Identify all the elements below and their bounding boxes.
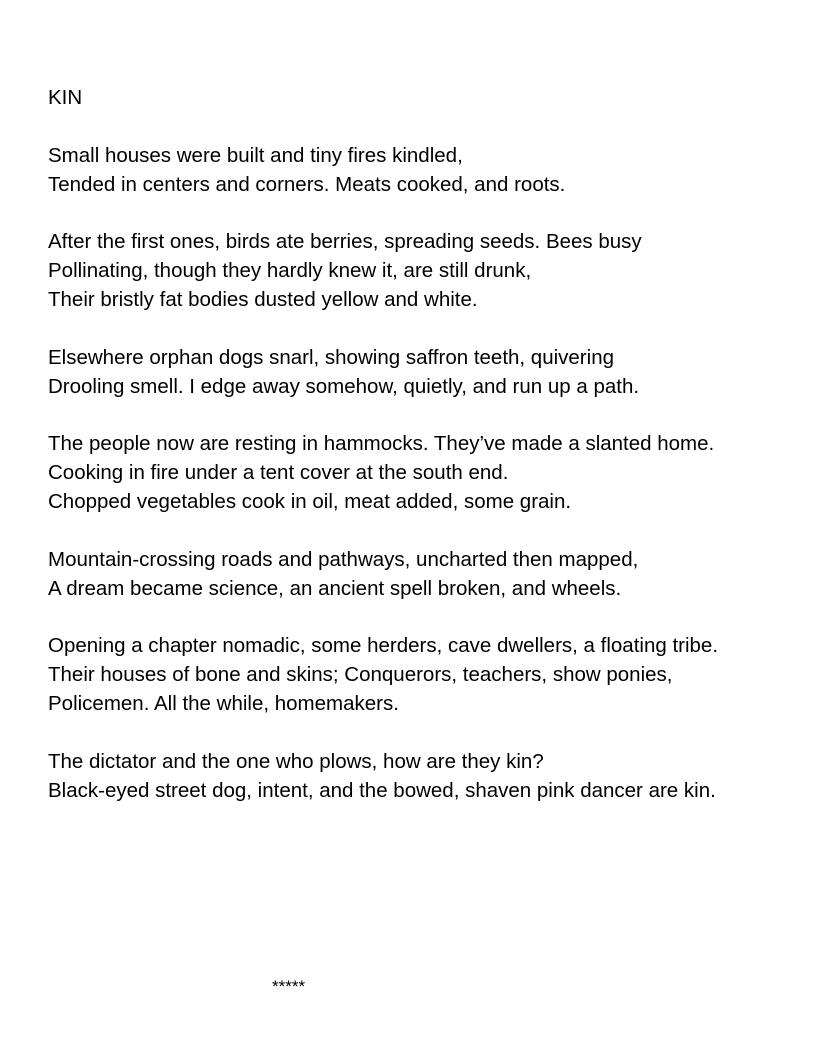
section-separator: ***** (272, 977, 306, 996)
stanza-5 (48, 546, 748, 604)
poem-line: Tended in centers and corners. Meats cooked, and roots. (48, 172, 566, 196)
poem-line: Drooling smell. I edge away somehow, quietly, and run up a path. (48, 374, 640, 398)
poem-line: Policemen. All the while, homemakers. (48, 691, 399, 715)
poem-line: Chopped vegetables cook in oil, meat added, some grain. (48, 489, 572, 513)
stanza-3 (48, 344, 748, 402)
poem-line: Elsewhere orphan dogs snarl, showing saffron teeth, quivering (48, 345, 614, 369)
stanza-2 (48, 228, 748, 314)
poem-line: Their houses of bone and skins; Conquerors, teachers, show ponies, (48, 663, 673, 687)
poem-line: The people now are resting in hammocks. They’ve made a slanted home. (48, 432, 715, 456)
stanza-7 (48, 748, 748, 806)
poem-title: KIN (48, 86, 83, 109)
poem-line: The dictator and the one who plows, how are they kin? (48, 749, 544, 773)
poem-line: A dream became science, an ancient spell broken, and wheels. (48, 576, 622, 600)
poem-line: After the first ones, birds ate berries, spreading seeds. Bees busy (48, 230, 642, 254)
poem-line: Black-eyed street dog, intent, and the bowed, shaven pink dancer are kin. (48, 778, 716, 802)
poem-line: Their bristly fat bodies dusted yellow and white. (48, 287, 478, 311)
stanza-6 (48, 632, 748, 718)
poem (48, 84, 748, 834)
poem-line: Cooking in fire under a tent cover at the south end. (48, 461, 509, 485)
stanza-1 (48, 142, 748, 200)
poem-line: Opening a chapter nomadic, some herders, cave dwellers, a floating tribe. (48, 634, 719, 658)
poem-line: Mountain-crossing roads and pathways, uncharted then mapped, (48, 547, 639, 571)
stanza-4 (48, 430, 748, 516)
poem-line: Pollinating, though they hardly knew it, are still drunk, (48, 259, 532, 283)
poem-line: Small houses were built and tiny fires kindled, (48, 143, 463, 167)
